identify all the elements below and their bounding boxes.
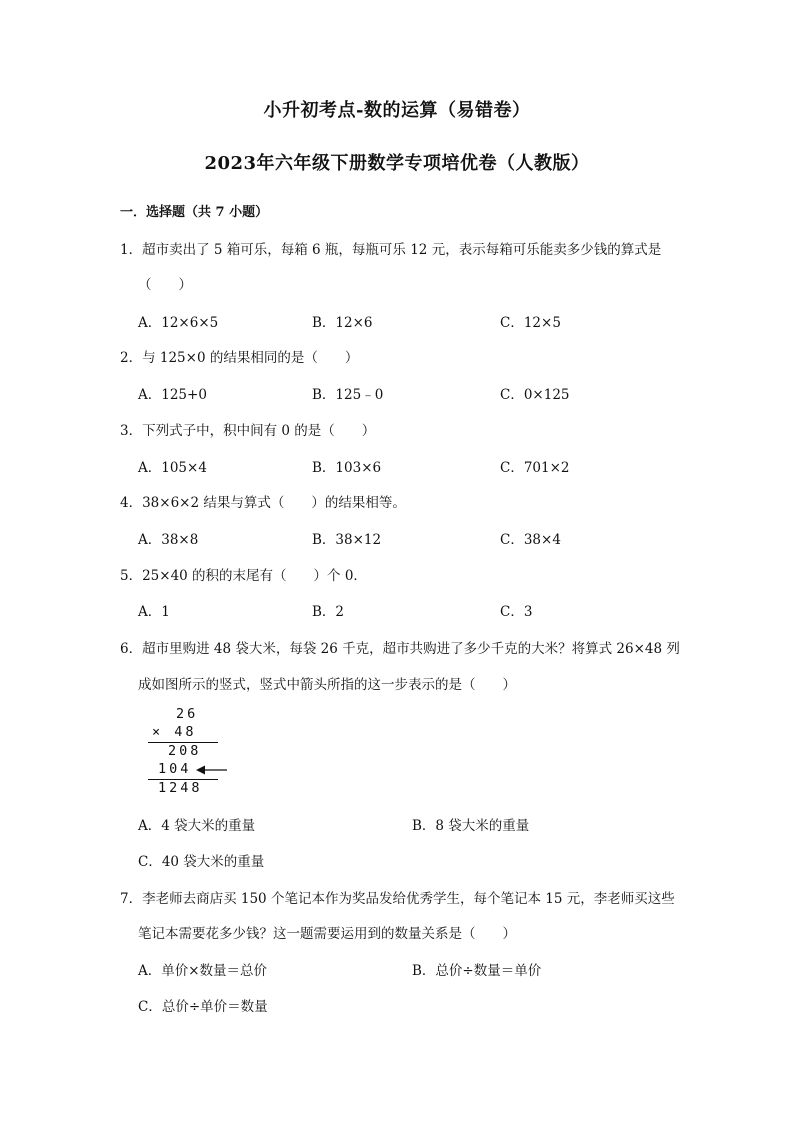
question-5-text: 5．25×40 的积的末尾有（ ）个 0．: [120, 568, 367, 584]
question-1-blank: （ ）: [138, 277, 192, 293]
question-6-option-b[interactable]: B．8 袋大米的重量: [412, 818, 530, 834]
question-4-option-a[interactable]: A．38×8: [138, 532, 199, 548]
question-5-option-c[interactable]: C．3: [500, 604, 533, 620]
question-3-text: 3．下列式子中，积中间有 0 的是（ ）: [120, 423, 376, 439]
question-1-option-c[interactable]: C．12×5: [500, 315, 561, 331]
vertical-multiplication: [148, 706, 238, 798]
question-7-option-b[interactable]: B．总价÷数量＝单价: [412, 963, 542, 979]
page-subtitle: 2023年六年级下册数学专项培优卷（人教版）: [204, 153, 590, 174]
vertical-row-partial-2: 104: [158, 761, 192, 777]
question-6-option-c[interactable]: C．40 袋大米的重量: [138, 854, 265, 870]
question-4-text: 4．38×6×2 结果与算式（ ）的结果相等。: [120, 495, 406, 511]
vertical-row-partial-1: 208: [168, 743, 202, 759]
question-5-option-b[interactable]: B．2: [312, 604, 345, 620]
question-1-option-a[interactable]: A．12×6×5: [138, 315, 219, 331]
page-title: 小升初考点-数的运算（易错卷）: [263, 100, 531, 121]
vertical-row-product: 1248: [158, 780, 203, 796]
question-3-option-b[interactable]: B．103×6: [312, 460, 382, 476]
question-7-text-cont: 笔记本需要花多少钱？这一题需要运用到的数量关系是（ ）: [138, 926, 516, 942]
question-4-option-c[interactable]: C．38×4: [500, 532, 561, 548]
question-1-text: 1．超市卖出了 5 箱可乐，每箱 6 瓶，每瓶可乐 12 元，表示每箱可乐能卖多少钱的算式是: [120, 242, 662, 258]
question-6-text-cont: 成如图所示的竖式，竖式中箭头所指的这一步表示的是（ ）: [138, 677, 516, 693]
question-2-option-a[interactable]: A．125+0: [138, 387, 207, 403]
vertical-row-multiplicand: 26: [176, 706, 199, 722]
question-7-option-c[interactable]: C．总价÷单价＝数量: [138, 999, 268, 1015]
question-4-option-b[interactable]: B．38×12: [312, 532, 382, 548]
question-3-option-c[interactable]: C．701×2: [500, 460, 570, 476]
question-2-option-c[interactable]: C．0×125: [500, 387, 570, 403]
question-2-option-b[interactable]: B．125﹣0: [312, 387, 384, 403]
question-7-option-a[interactable]: A．单价×数量＝总价: [138, 963, 268, 979]
question-3-option-a[interactable]: A．105×4: [138, 460, 207, 476]
question-6-option-a[interactable]: A．4 袋大米的重量: [138, 818, 256, 834]
question-6-text: 6．超市里购进 48 袋大米，每袋 26 千克，超市共购进了多少千克的大米？将算式 26×48 列: [120, 641, 680, 657]
question-1-option-b[interactable]: B．12×6: [312, 315, 373, 331]
question-2-text: 2．与 125×0 的结果相同的是（ ）: [120, 350, 359, 366]
section-heading: 一．选择题（共 7 小题）: [120, 205, 269, 220]
question-5-option-a[interactable]: A．1: [138, 604, 170, 620]
vertical-row-multiplier: × 48: [152, 724, 197, 740]
question-7-text: 7．李老师去商店买 150 个笔记本作为奖品发给优秀学生，每个笔记本 15 元，李老师买这些: [120, 891, 675, 907]
